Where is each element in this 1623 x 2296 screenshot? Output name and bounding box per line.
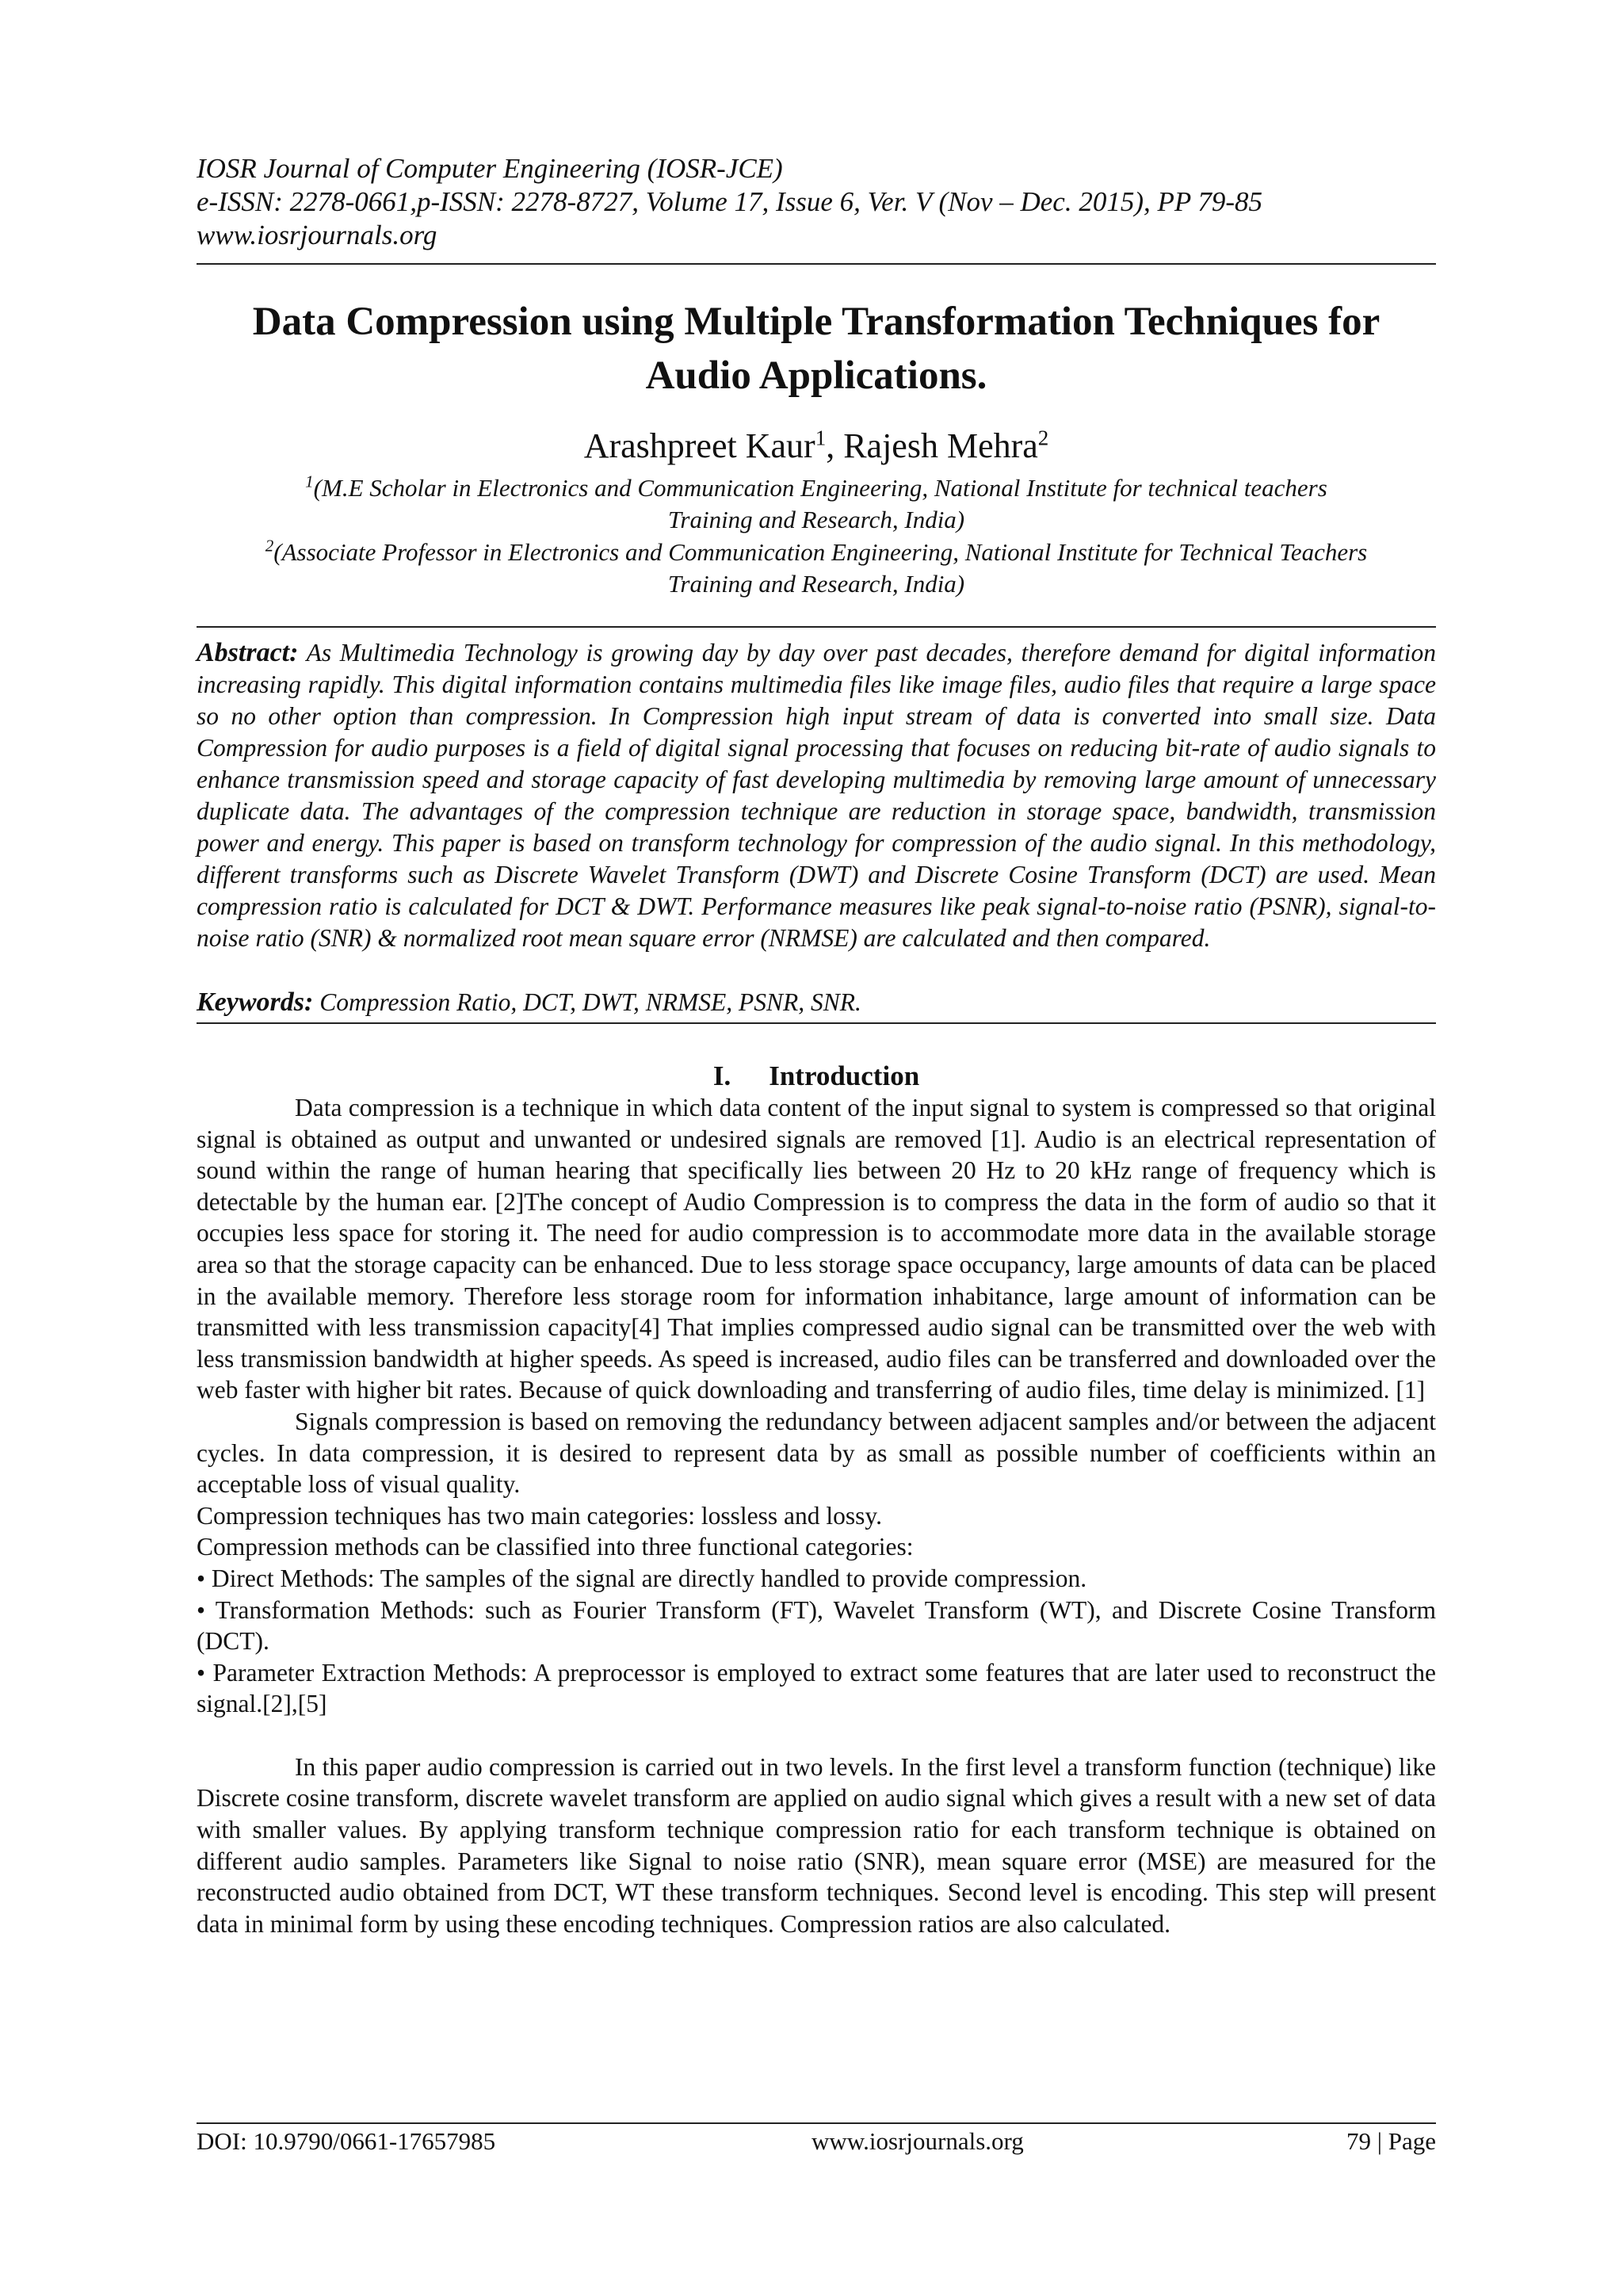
- author-2-superscript: 2: [1037, 426, 1049, 450]
- paper-page: [197, 0, 1436, 2296]
- bullet-item: [197, 1657, 1436, 1720]
- bullet-item: [197, 1563, 1436, 1595]
- paragraph-1: Data compression is a technique in which data content of the input signal to system is compressed so that original signal is obtained as output and unwanted or undesired signals are removed [1]. Audio is an electrical representation of sound within the range of human hearing that specifically lies between 20 Hz to 20 kHz range of frequency which is detectable by the human ear. [2]The concept of Audio Compression is to compress the data in the form of audio so that it occupies less space for storing it. The need for audio compression is to accommodate more data in the available storage area so that the storage capacity can be enhanced. Due to less storage space occupancy, large amounts of data can be placed in the available memory. Therefore less storage room for information inhabitance, large amount of information can be transmitted with less transmission capacity[4] That implies compressed audio signal can be transmitted over the web with less transmission bandwidth at higher speeds. As speed is increased, audio files can be transferred and downloaded over the web faster with higher bit rates. Because of quick downloading and transferring of audio files, time delay is minimized. [1]: [197, 1094, 1436, 1404]
- abstract: [197, 637, 1436, 954]
- journal-website: www.iosrjournals.org: [197, 220, 437, 250]
- footer-doi: DOI: 10.9790/0661-17657985: [197, 2127, 496, 2155]
- author-list: [197, 425, 1436, 468]
- bullet-icon: •: [197, 1595, 206, 1624]
- bullet-text: Direct Methods: The samples of the signal are directly handled to provide compression.: [211, 1564, 1087, 1592]
- paragraph-gap: [197, 1720, 1436, 1752]
- author-separator: ,: [826, 426, 844, 465]
- paragraph-2: Signals compression is based on removing the redundancy between adjacent samples and/or between the adjacent cycles. In data compression, it is desired to represent data by as small as possible number of coefficients within an acceptable loss of visual quality.: [197, 1407, 1436, 1499]
- body-text: [197, 1092, 1436, 1939]
- section-heading: [197, 1059, 1436, 1094]
- affiliation-2-line-2: Training and Research, India): [667, 570, 965, 598]
- abstract-bottom-rule: [197, 1022, 1436, 1024]
- footer-rule: [197, 2122, 1436, 2124]
- keywords-label: Keywords:: [197, 988, 314, 1017]
- journal-name: IOSR Journal of Computer Engineering (IOSR-JCE): [197, 153, 783, 184]
- section-title: Introduction: [769, 1060, 920, 1091]
- affiliation-2: [197, 537, 1436, 600]
- bullet-item: [197, 1595, 1436, 1657]
- abstract-label: Abstract:: [197, 638, 299, 667]
- section-number: I.: [712, 1060, 731, 1091]
- affiliation-1-line-1: (M.E Scholar in Electronics and Communication Engineering, National Institute for technical teachers: [313, 474, 1327, 502]
- paragraph-5: In this paper audio compression is carried out in two levels. In the first level a transform function (technique) like Discrete cosine transform, discrete wavelet transform are applied on audio signal which gives a result with a new set of data with smaller values. By applying transform technique compression ratio for each transform technique is obtained on different audio samples. Parameters like Signal to noise ratio (SNR), mean square error (MSE) are measured for the reconstructed audio obtained from DCT, WT these transform techniques. Second level is encoding. This step will present data in minimal form by using these encoding techniques. Compression ratios are also calculated.: [197, 1752, 1436, 1938]
- keywords-text: Compression Ratio, DCT, DWT, NRMSE, PSNR, SNR.: [313, 988, 861, 1016]
- bullet-text: Transformation Methods: such as Fourier Transform (FT), Wavelet Transform (WT), and Discrete Cosine Transform (DCT).: [197, 1595, 1436, 1656]
- keywords: [197, 987, 1436, 1018]
- affiliation-2-superscript: 2: [265, 536, 274, 556]
- journal-issn: e-ISSN: 2278-0661,p-ISSN: 2278-8727, Volume 17, Issue 6, Ver. V (Nov – Dec. 2015), PP 79-85: [197, 186, 1263, 217]
- affiliation-1: [197, 472, 1436, 536]
- author-2: Rajesh Mehra: [843, 426, 1038, 465]
- affiliation-1-line-2: Training and Research, India): [667, 506, 965, 533]
- paragraph-4: Compression methods can be classified into three functional categories:: [197, 1533, 914, 1561]
- author-1: Arashpreet Kaur: [583, 426, 815, 465]
- bullet-text: Parameter Extraction Methods: A preprocessor is employed to extract some features that are later used to reconstruct the signal.[2],[5]: [197, 1658, 1436, 1718]
- bullet-icon: •: [197, 1658, 206, 1687]
- footer-page-number: 79 | Page: [1346, 2127, 1436, 2155]
- footer-website: www.iosrjournals.org: [812, 2127, 1024, 2155]
- affiliation-1-superscript: 1: [305, 472, 314, 491]
- abstract-text: As Multimedia Technology is growing day by day over past decades, therefore demand for digital information increasing rapidly. This digital information contains multimedia files like image files, audio files that require a large space so no other option than compression. In Compression high input stream of data is converted into small size. Data Compression for audio purposes is a field of digital signal processing that focuses on reducing bit-rate of audio signals to enhance transmission speed and storage capacity of fast developing multimedia by removing large amount of unnecessary duplicate data. The advantages of the compression technique are reduction in storage space, bandwidth, transmission power and energy. This paper is based on transform technology for compression of the audio signal. In this methodology, different transforms such as Discrete Wavelet Transform (DWT) and Discrete Cosine Transform (DCT) are used. Mean compression ratio is calculated for DCT & DWT. Performance measures like peak signal-to-noise ratio (PSNR), signal-to-noise ratio (SNR) & normalized root mean square error (NRMSE) are calculated and then compared.: [197, 639, 1436, 952]
- affiliation-2-line-1: (Associate Professor in Electronics and Communication Engineering, National Institute for Technical Teachers: [273, 538, 1368, 566]
- abstract-top-rule: [197, 626, 1436, 628]
- paper-title-line-1: Data Compression using Multiple Transformation Techniques for: [252, 300, 1381, 344]
- header-rule: [197, 263, 1436, 265]
- journal-header: [197, 152, 1436, 252]
- bullet-icon: •: [197, 1564, 206, 1592]
- paper-title-line-2: Audio Applications.: [645, 353, 987, 398]
- paragraph-3: Compression techniques has two main categories: lossless and lossy.: [197, 1501, 882, 1530]
- author-1-superscript: 1: [815, 426, 827, 450]
- paper-title: [197, 295, 1436, 403]
